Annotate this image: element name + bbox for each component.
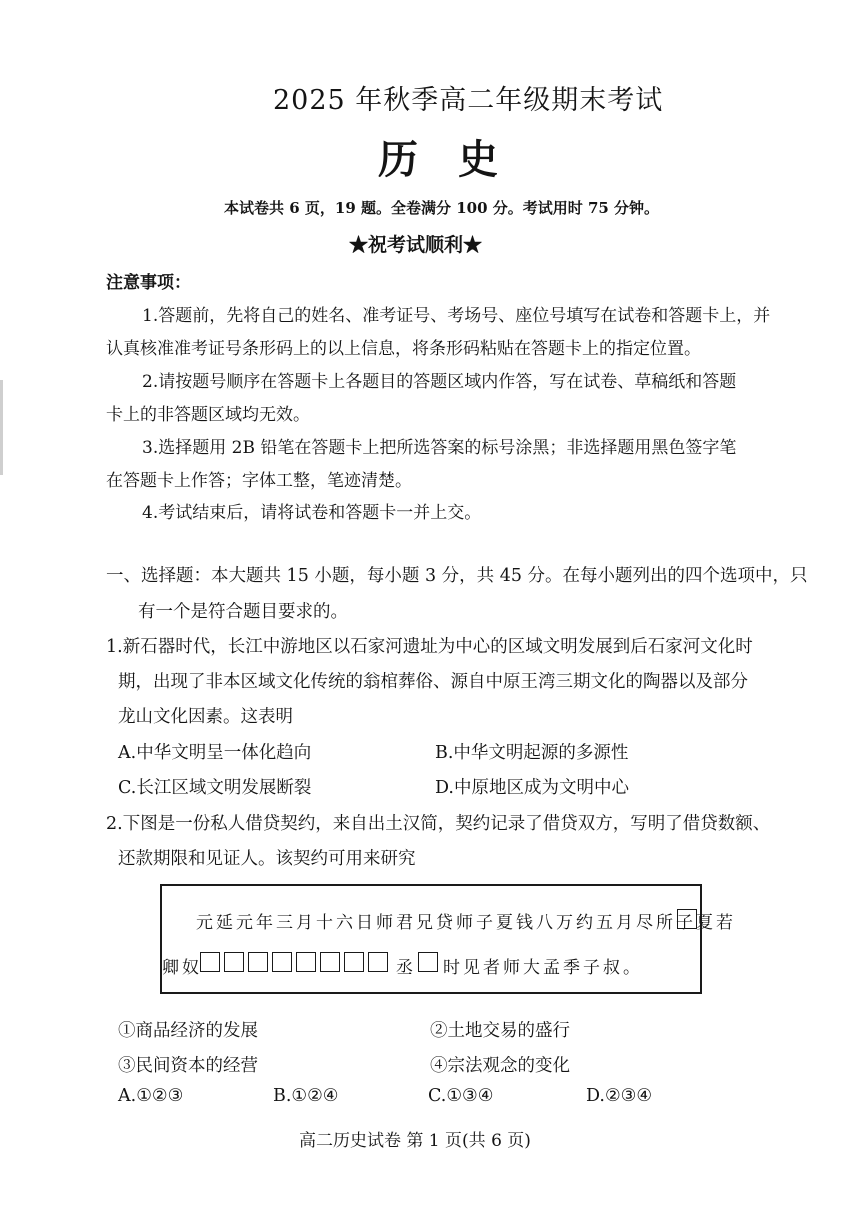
note-2-line-2: 卡上的非答题区域均无效。 [106, 405, 310, 425]
contract-line-2-mid: 丞 [396, 958, 416, 978]
q1-stem-line-2: 期，出现了非本区域文化传统的翁棺葬俗、源自中原王湾三期文化的陶器以及部分 [118, 672, 748, 692]
q2-stem-line-1: 2.下图是一份私人借贷契约，来自出土汉简，契约记录了借贷双方，写明了借贷数额、 [106, 814, 771, 834]
q1-option-d: D.中原地区成为文明中心 [435, 778, 629, 798]
missing-character-box [224, 952, 244, 972]
q2-option-c: C.①③④ [428, 1086, 494, 1106]
q2-option-a: A.①②③ [118, 1086, 184, 1106]
exam-meta: 本试卷共 6 页，19 题。全卷满分 100 分。考试用时 75 分钟。 [224, 199, 660, 217]
good-luck-banner: ★祝考试顺利★ [349, 234, 483, 256]
q2-item-2: ②土地交易的盛行 [430, 1021, 570, 1041]
missing-characters-row [200, 952, 392, 972]
subject-title: 历史 [378, 136, 538, 183]
missing-character-box [368, 952, 388, 972]
q2-option-d: D.②③④ [586, 1086, 653, 1106]
page-footer: 高二历史试卷 第 1 页(共 6 页) [299, 1131, 531, 1151]
note-4: 4.考试结束后，请将试卷和答题卡一并上交。 [142, 503, 482, 523]
contract-line-2-start: 卿奴 [162, 958, 202, 978]
missing-character-box [296, 952, 316, 972]
q2-item-1: ①商品经济的发展 [118, 1021, 258, 1041]
missing-character-box [200, 952, 220, 972]
q1-stem-line-1: 1.新石器时代，长江中游地区以石家河遗址为中心的区域文明发展到后石家河文化时 [106, 637, 753, 657]
contract-line-2-end: 时见者师大孟季子叔。 [443, 958, 643, 978]
note-1-line-1: 1.答题前，先将自己的姓名、准考证号、考场号、座位号填写在试卷和答题卡上，并 [142, 306, 771, 326]
note-3-line-1: 3.选择题用 2B 铅笔在答题卡上把所选答案的标号涂黑；非选择题用黑色签字笔 [142, 438, 737, 458]
notes-heading: 注意事项： [106, 273, 191, 293]
q1-stem-line-3: 龙山文化因素。这表明 [118, 707, 293, 727]
missing-character-box [677, 909, 697, 929]
missing-character-box [248, 952, 268, 972]
q2-stem-line-2: 还款期限和见证人。该契约可用来研究 [118, 849, 416, 869]
q1-option-a: A.中华文明呈一体化趋向 [118, 743, 312, 763]
section-1-heading-cont: 有一个是符合题目要求的。 [138, 602, 348, 622]
note-1-line-2: 认真核准准考证号条形码上的以上信息，将条形码粘贴在答题卡上的指定位置。 [106, 339, 701, 359]
missing-character-box [418, 952, 438, 972]
missing-character-box [272, 952, 292, 972]
q2-option-b: B.①②④ [273, 1086, 339, 1106]
missing-character-box [344, 952, 364, 972]
note-2-line-1: 2.请按题号顺序在答题卡上各题目的答题区域内作答，写在试卷、草稿纸和答题 [142, 372, 737, 392]
contract-line-1: 元延元年三月十六日师君兄贷师子夏钱八万约五月尽所子夏若 [196, 913, 736, 933]
section-1-heading: 一、选择题：本大题共 15 小题，每小题 3 分，共 45 分。在每小题列出的四个选项中，只 [106, 566, 808, 586]
note-3-line-2: 在答题卡上作答；字体工整，笔迹清楚。 [106, 471, 412, 491]
q2-item-3: ③民间资本的经营 [118, 1056, 258, 1076]
q1-option-b: B.中华文明起源的多源性 [435, 743, 629, 763]
missing-character-box [320, 952, 340, 972]
exam-title: 2025 年秋季高二年级期末考试 [273, 85, 664, 116]
q2-item-4: ④宗法观念的变化 [430, 1056, 570, 1076]
q1-option-c: C.长江区域文明发展断裂 [118, 778, 312, 798]
scan-edge-mark [0, 380, 3, 475]
